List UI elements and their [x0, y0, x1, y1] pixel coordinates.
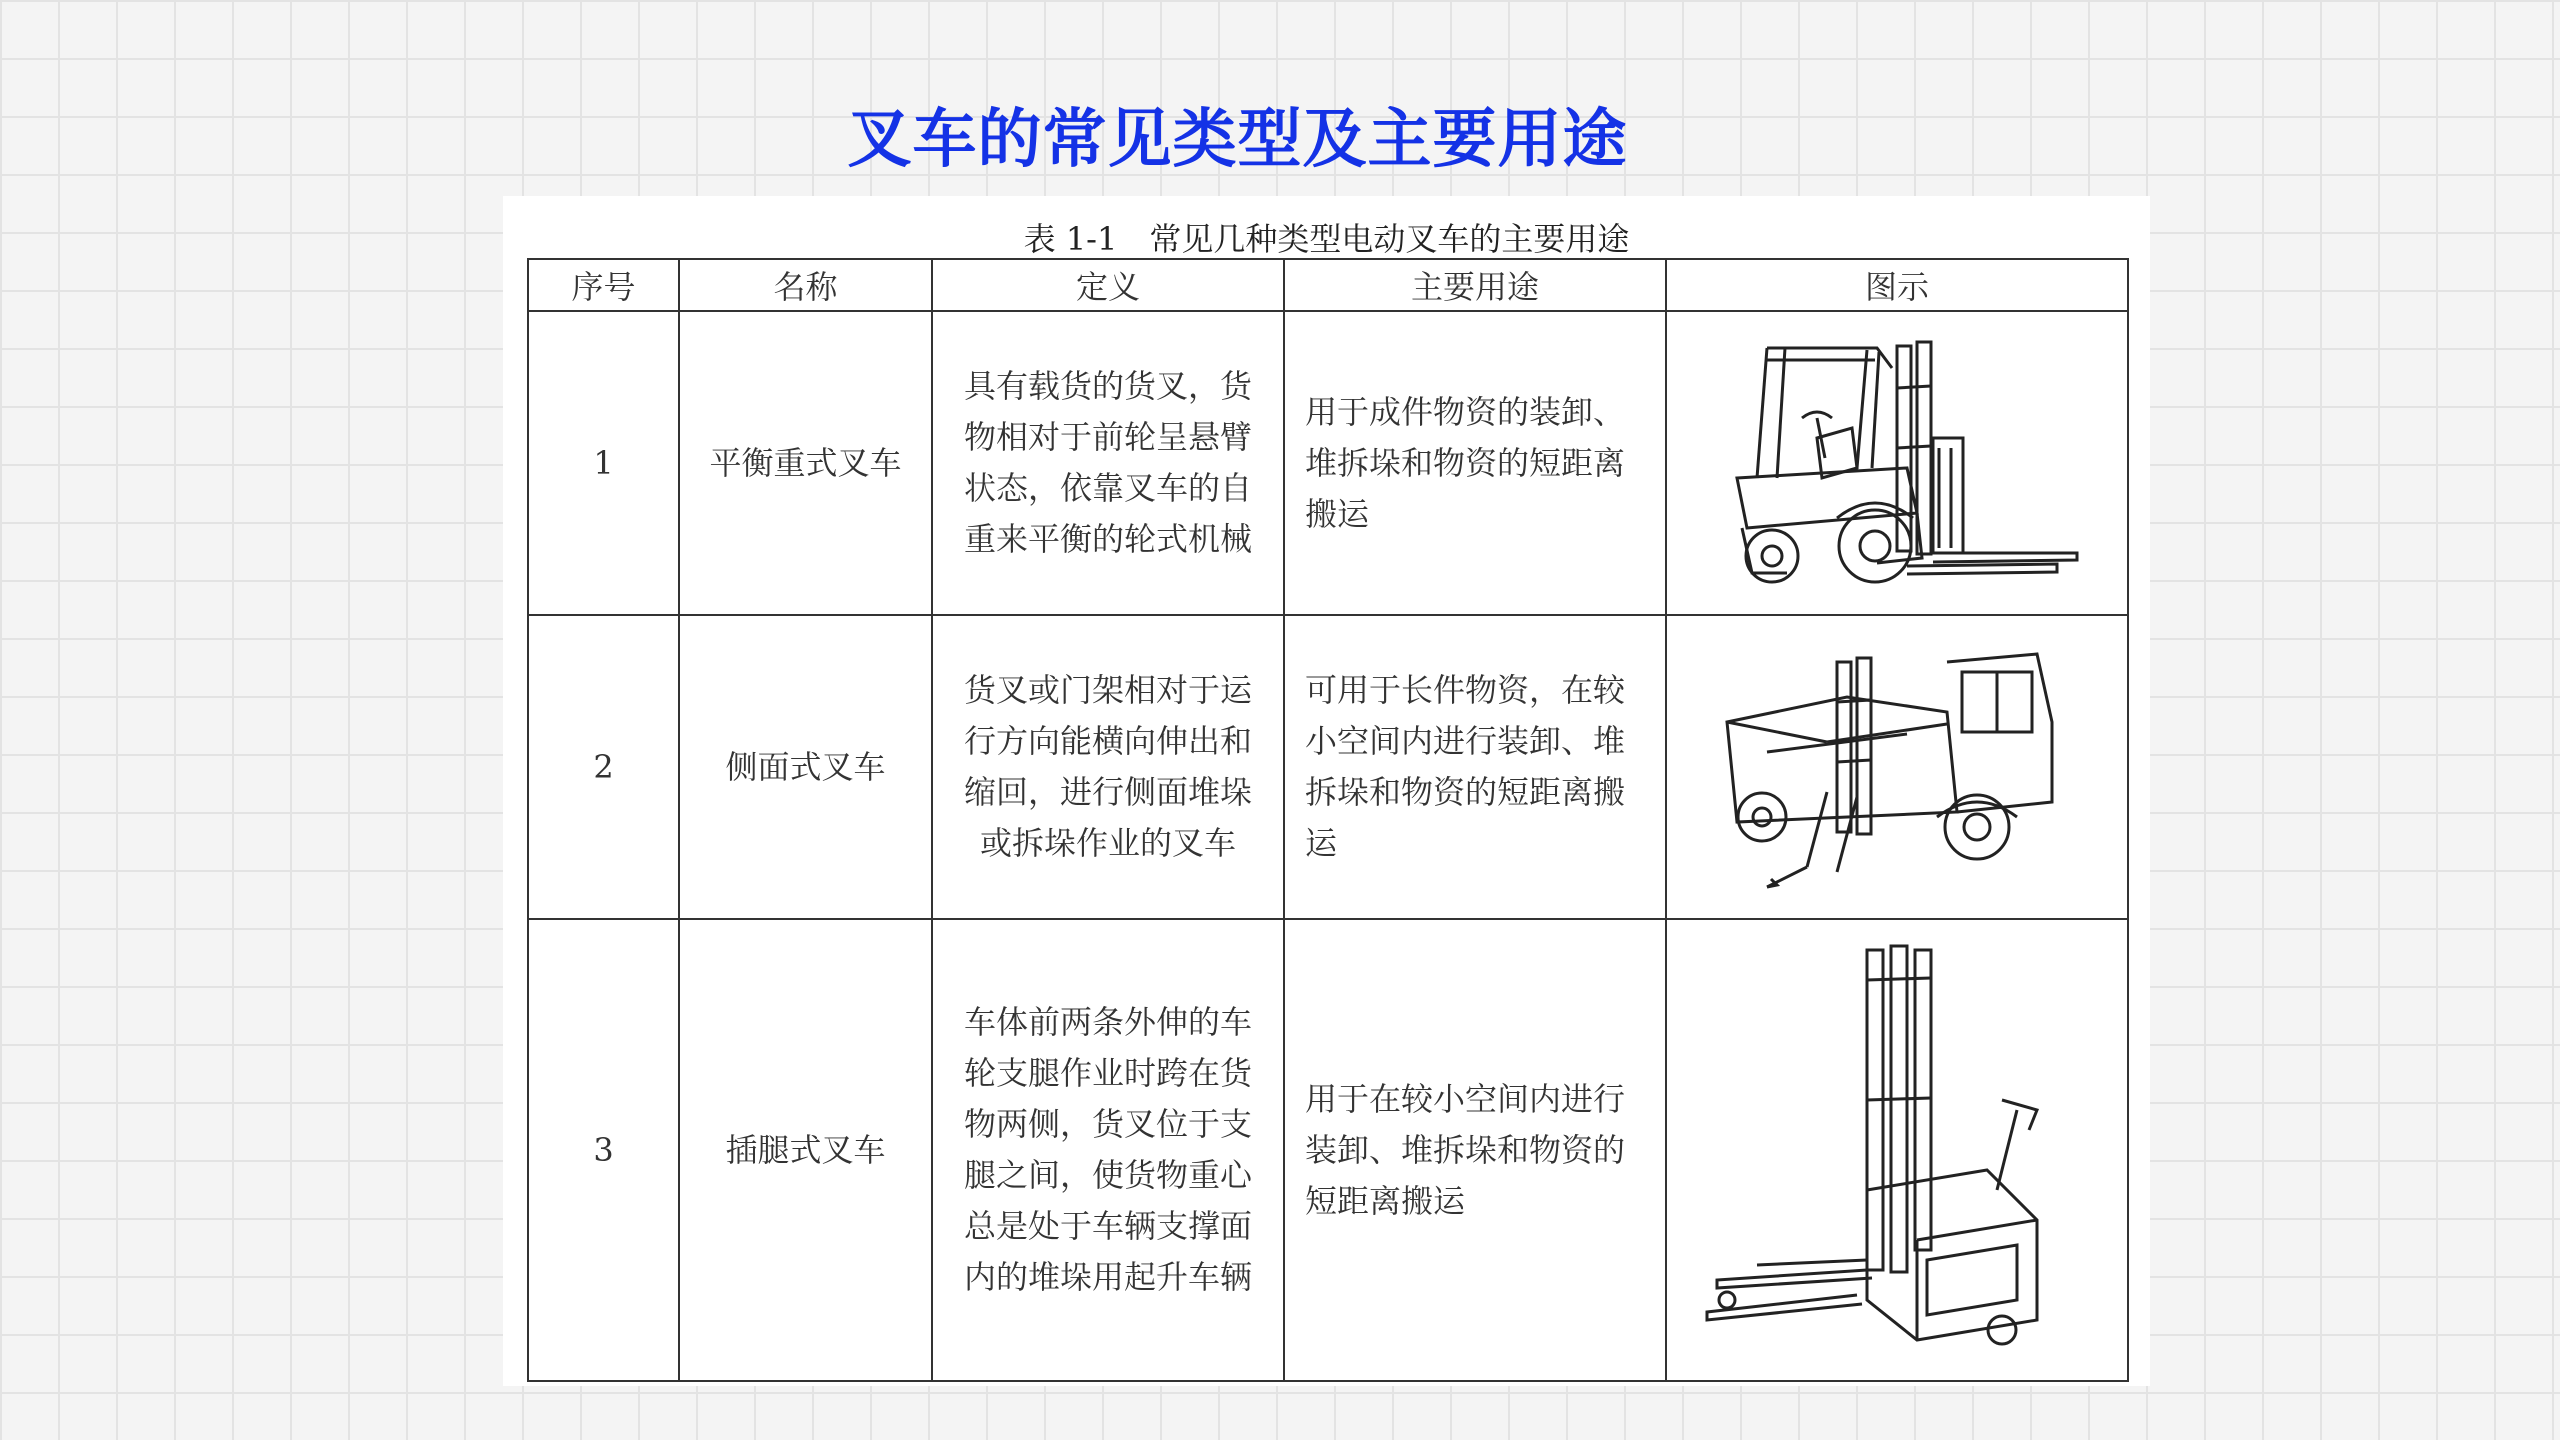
slide-title: 叉车的常见类型及主要用途 — [847, 103, 1628, 177]
header-image: 图示 — [1666, 259, 2128, 311]
header-name: 名称 — [679, 259, 932, 311]
header-usage: 主要用途 — [1284, 259, 1666, 311]
header-no: 序号 — [528, 259, 679, 311]
table-row — [528, 311, 2128, 615]
row-name: 平衡重式叉车 — [679, 311, 932, 615]
header-definition: 定义 — [932, 259, 1284, 311]
document-image — [503, 196, 2150, 1386]
row-definition: 具有载货的货叉，货物相对于前轮呈悬臂状态，依靠叉车的自重来平衡的轮式机械 — [932, 311, 1284, 615]
forklift-types-table — [527, 258, 2129, 1382]
row-usage: 可用于长件物资，在较小空间内进行装卸、堆拆垛和物资的短距离搬运 — [1284, 615, 1666, 919]
table-caption: 表 1-1 常见几种类型电动叉车的主要用途 — [1023, 220, 1630, 258]
straddle-stacker-illustration — [1666, 919, 2128, 1381]
table-row — [528, 919, 2128, 1381]
row-usage: 用于在较小空间内进行装卸、堆拆垛和物资的短距离搬运 — [1284, 919, 1666, 1381]
row-name: 插腿式叉车 — [679, 919, 932, 1381]
counterbalance-forklift-illustration — [1666, 311, 2128, 615]
row-usage: 用于成件物资的装卸、堆拆垛和物资的短距离搬运 — [1284, 311, 1666, 615]
side-loader-forklift-illustration — [1666, 615, 2128, 919]
row-definition: 货叉或门架相对于运行方向能横向伸出和缩回，进行侧面堆垛或拆垛作业的叉车 — [932, 615, 1284, 919]
table-header-row — [528, 259, 2128, 311]
row-no: 2 — [528, 615, 679, 919]
row-definition: 车体前两条外伸的车轮支腿作业时跨在货物两侧，货叉位于支腿之间，使货物重心总是处于车辆支撑面内的堆垛用起升车辆 — [932, 919, 1284, 1381]
row-no: 3 — [528, 919, 679, 1381]
row-no: 1 — [528, 311, 679, 615]
row-name: 侧面式叉车 — [679, 615, 932, 919]
table-row — [528, 615, 2128, 919]
